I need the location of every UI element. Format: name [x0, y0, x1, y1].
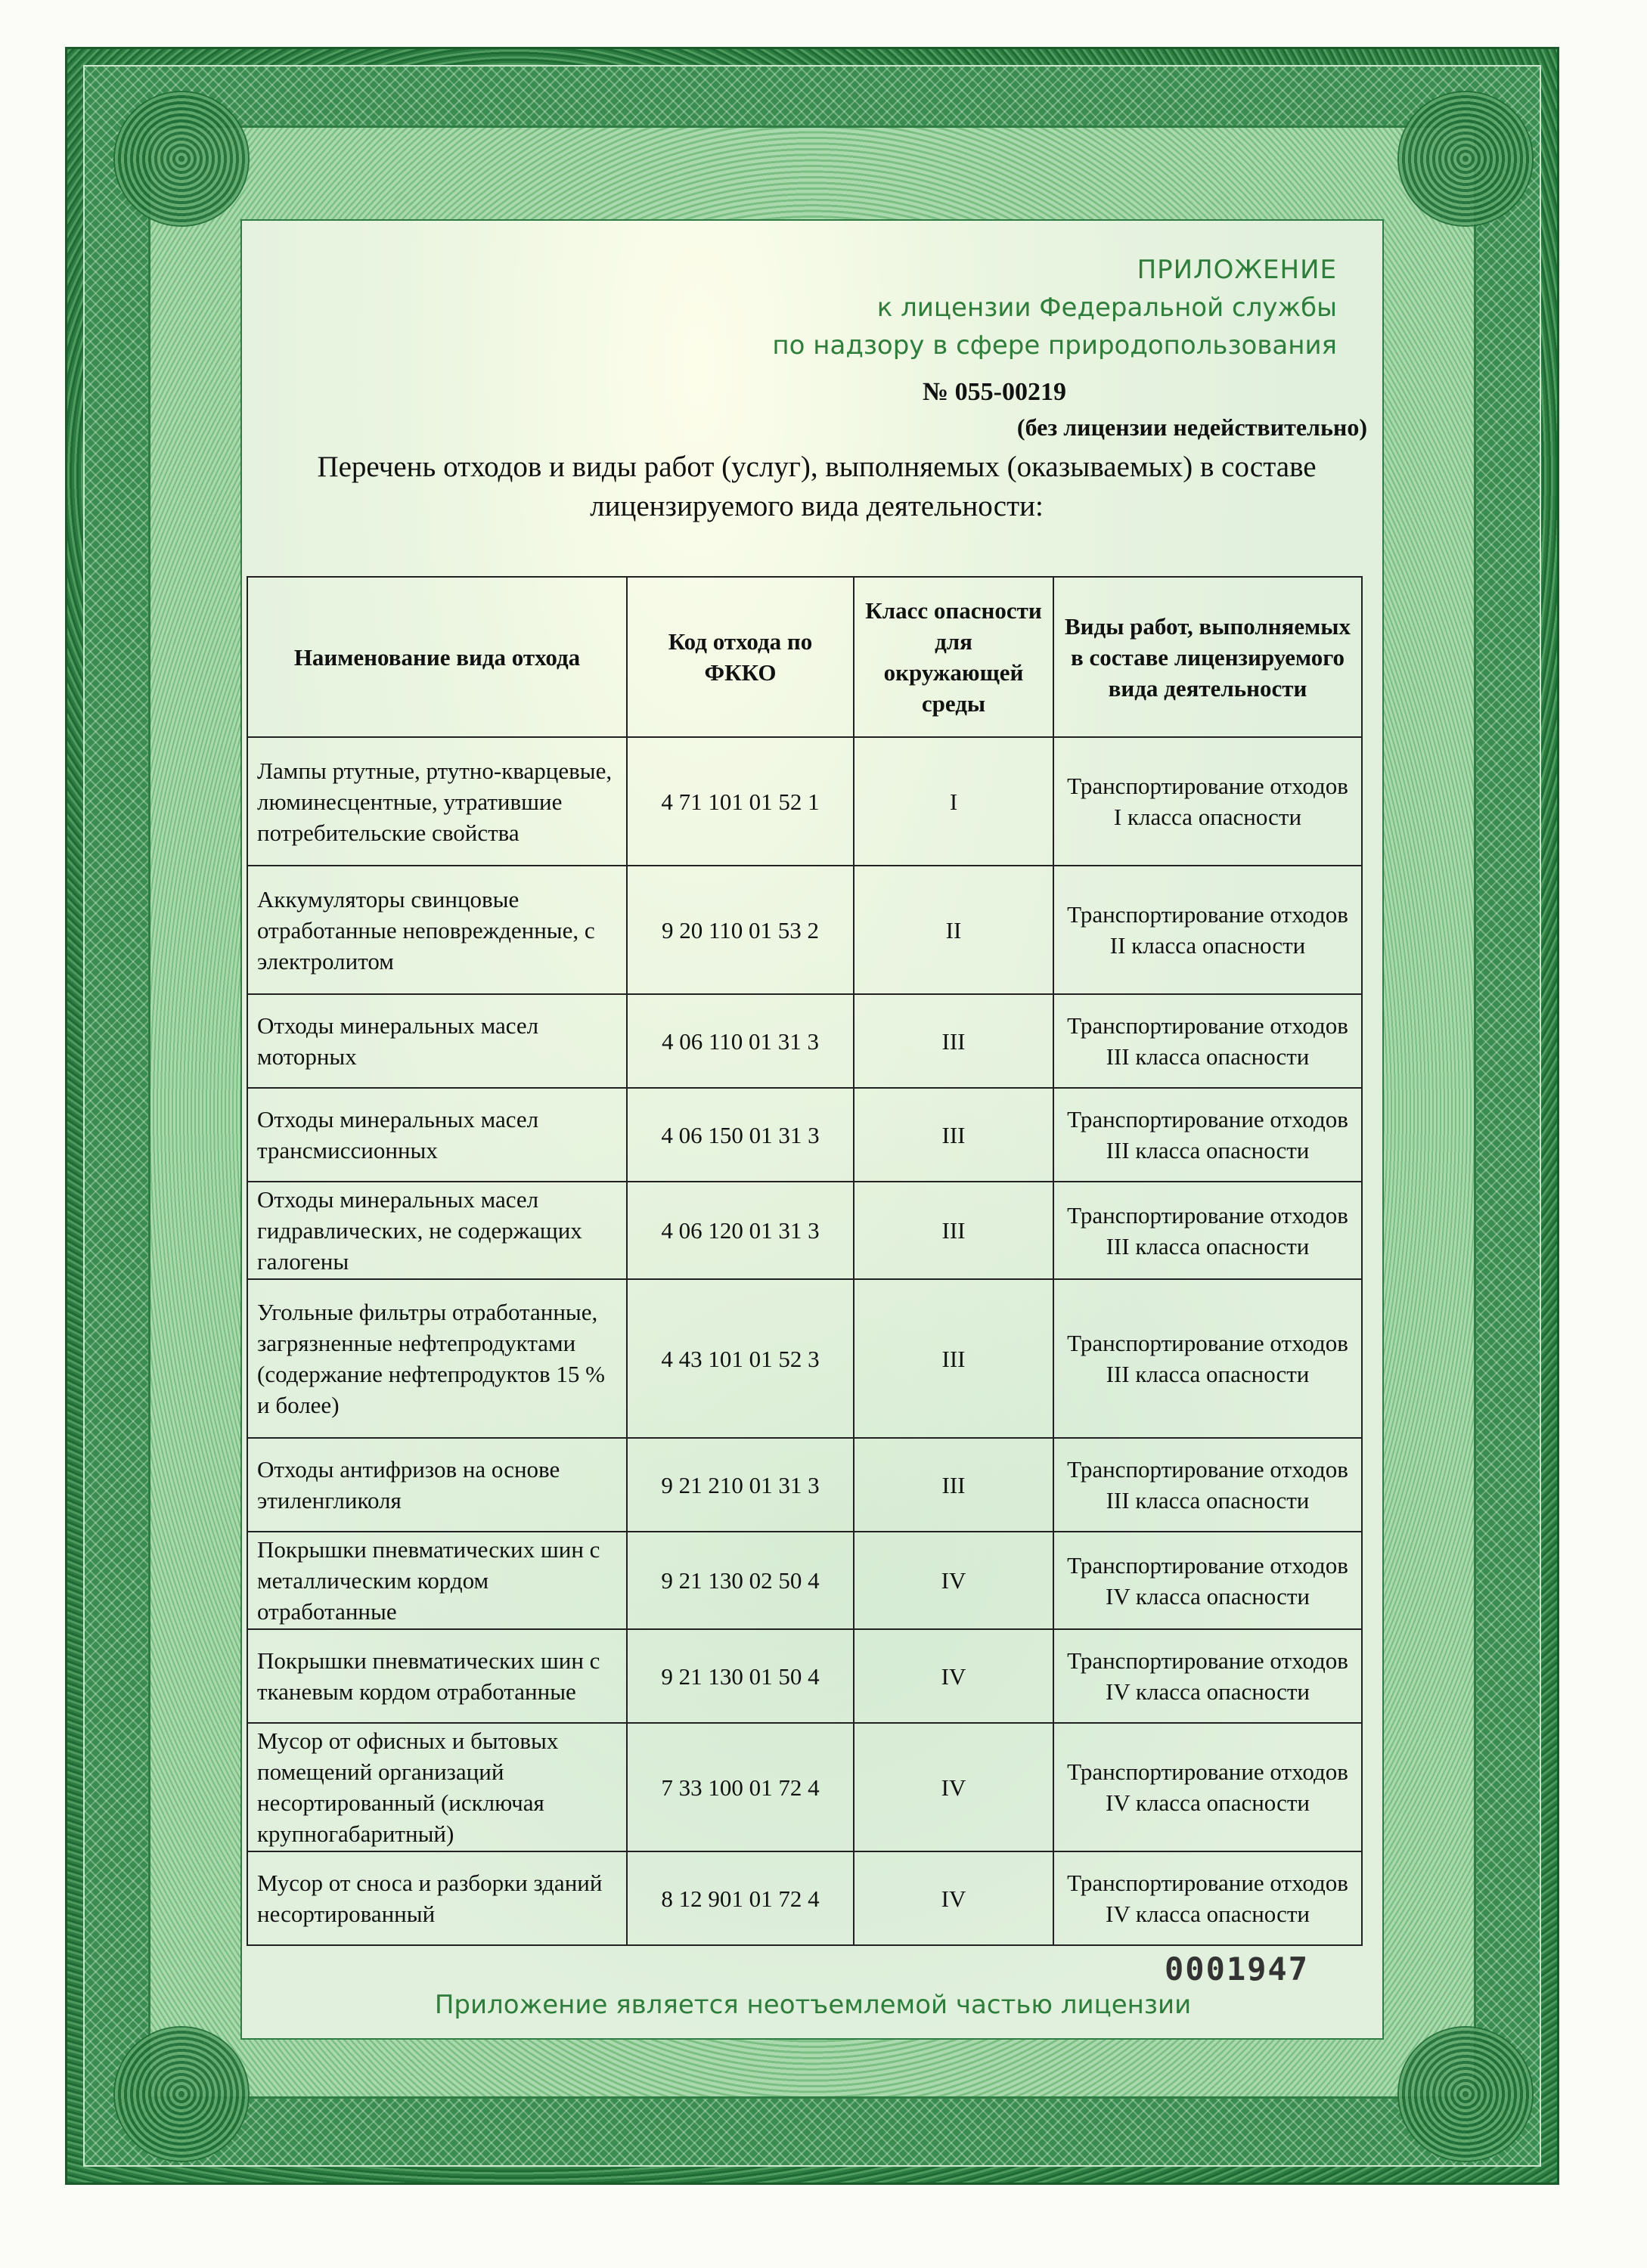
table-row — [247, 1438, 1362, 1532]
work-type-cell: Транспортирование отходов III класса опасности — [1053, 1279, 1362, 1438]
hazard-class-cell: III — [854, 994, 1053, 1088]
hazard-class-cell: IV — [854, 1723, 1053, 1851]
hazard-class-cell: III — [854, 1279, 1053, 1438]
table-header-row — [247, 577, 1362, 737]
table-row — [247, 1182, 1362, 1279]
table-row — [247, 1279, 1362, 1438]
work-type-cell: Транспортирование отходов III класса опасности — [1053, 1088, 1362, 1182]
waste-code-cell: 9 21 210 01 31 3 — [627, 1438, 854, 1532]
header-fkko-code: Код отхода по ФККО — [627, 577, 854, 737]
corner-ornament-icon — [1397, 91, 1534, 227]
waste-name-cell: Отходы минеральных масел трансмиссионных — [247, 1088, 627, 1182]
appendix-subtitle-line1: к лицензии Федеральной службы — [876, 293, 1337, 323]
list-title: Перечень отходов и виды работ (услуг), выполняемых (оказываемых) в составе лицензируемого вида деятельности: — [317, 451, 1317, 522]
waste-name-cell: Аккумуляторы свинцовые отработанные неповрежденные, с электролитом — [247, 866, 627, 994]
work-type-cell: Транспортирование отходов III класса опасности — [1053, 1438, 1362, 1532]
table-row — [247, 1532, 1362, 1629]
waste-name-cell: Мусор от офисных и бытовых помещений организаций несортированный (исключая крупногабаритный) — [247, 1723, 627, 1851]
waste-name-cell: Угольные фильтры отработанные, загрязненные нефтепродуктами (содержание нефтепродуктов 15 % и более) — [247, 1279, 627, 1438]
work-type-cell: Транспортирование отходов IV класса опасности — [1053, 1532, 1362, 1629]
waste-code-cell: 4 06 110 01 31 3 — [627, 994, 854, 1088]
hazard-class-cell: IV — [854, 1629, 1053, 1723]
work-type-cell: Транспортирование отходов IV класса опасности — [1053, 1629, 1362, 1723]
waste-name-cell: Отходы минеральных масел гидравлических, не содержащих галогены — [247, 1182, 627, 1279]
table-row — [247, 737, 1362, 866]
license-number: № 055-00219 — [923, 378, 1066, 406]
waste-code-cell: 4 71 101 01 52 1 — [627, 737, 854, 866]
appendix-title: ПРИЛОЖЕНИЕ — [1137, 255, 1337, 285]
waste-name-cell: Покрышки пневматических шин с тканевым кордом отработанные — [247, 1629, 627, 1723]
header-waste-name: Наименование вида отхода — [247, 577, 627, 737]
corner-ornament-icon — [113, 91, 250, 227]
table-row — [247, 994, 1362, 1088]
work-type-cell: Транспортирование отходов III класса опасности — [1053, 1182, 1362, 1279]
work-type-cell: Транспортирование отходов II класса опасности — [1053, 866, 1362, 994]
header-work-types: Виды работ, выполняемых в составе лицензируемого вида деятельности — [1053, 577, 1362, 737]
hazard-class-cell: IV — [854, 1532, 1053, 1629]
hazard-class-cell: II — [854, 866, 1053, 994]
table-row — [247, 1723, 1362, 1851]
header-hazard-class: Класс опасности для окружающей среды — [854, 577, 1053, 737]
waste-name-cell: Мусор от сноса и разборки зданий несортированный — [247, 1851, 627, 1945]
work-type-cell: Транспортирование отходов IV класса опасности — [1053, 1723, 1362, 1851]
work-type-cell: Транспортирование отходов IV класса опасности — [1053, 1851, 1362, 1945]
table-row — [247, 866, 1362, 994]
appendix-subtitle-line2: по надзору в сфере природопользования — [772, 330, 1337, 361]
waste-code-cell: 7 33 100 01 72 4 — [627, 1723, 854, 1851]
corner-ornament-icon — [1397, 2026, 1534, 2162]
hazard-class-cell: I — [854, 737, 1053, 866]
work-type-cell: Транспортирование отходов I класса опасности — [1053, 737, 1362, 866]
hazard-class-cell: III — [854, 1182, 1053, 1279]
license-validity-note: (без лицензии недействительно) — [1016, 414, 1367, 441]
waste-name-cell: Отходы антифризов на основе этиленгликоля — [247, 1438, 627, 1532]
waste-code-cell: 4 43 101 01 52 3 — [627, 1279, 854, 1438]
appendix-header — [772, 251, 1337, 364]
hazard-class-cell: III — [854, 1438, 1053, 1532]
waste-code-cell: 9 21 130 01 50 4 — [627, 1629, 854, 1723]
form-serial-number: 0001947 — [1165, 1950, 1310, 1988]
hazard-class-cell: IV — [854, 1851, 1053, 1945]
waste-code-cell: 8 12 901 01 72 4 — [627, 1851, 854, 1945]
waste-name-cell: Отходы минеральных масел моторных — [247, 994, 627, 1088]
table-row — [247, 1851, 1362, 1945]
waste-code-cell: 4 06 120 01 31 3 — [627, 1182, 854, 1279]
waste-code-cell: 4 06 150 01 31 3 — [627, 1088, 854, 1182]
work-type-cell: Транспортирование отходов III класса опасности — [1053, 994, 1362, 1088]
waste-code-cell: 9 20 110 01 53 2 — [627, 866, 854, 994]
waste-name-cell: Покрышки пневматических шин с металлическим кордом отработанные — [247, 1532, 627, 1629]
table-row — [247, 1629, 1362, 1723]
hazard-class-cell: III — [854, 1088, 1053, 1182]
footer-note: Приложение является неотъемлемой частью лицензии — [434, 1990, 1192, 2020]
table-row — [247, 1088, 1362, 1182]
waste-name-cell: Лампы ртутные, ртутно-кварцевые, люминесцентные, утратившие потребительские свойства — [247, 737, 627, 866]
waste-code-cell: 9 21 130 02 50 4 — [627, 1532, 854, 1629]
corner-ornament-icon — [113, 2026, 250, 2162]
waste-table — [247, 576, 1363, 1946]
